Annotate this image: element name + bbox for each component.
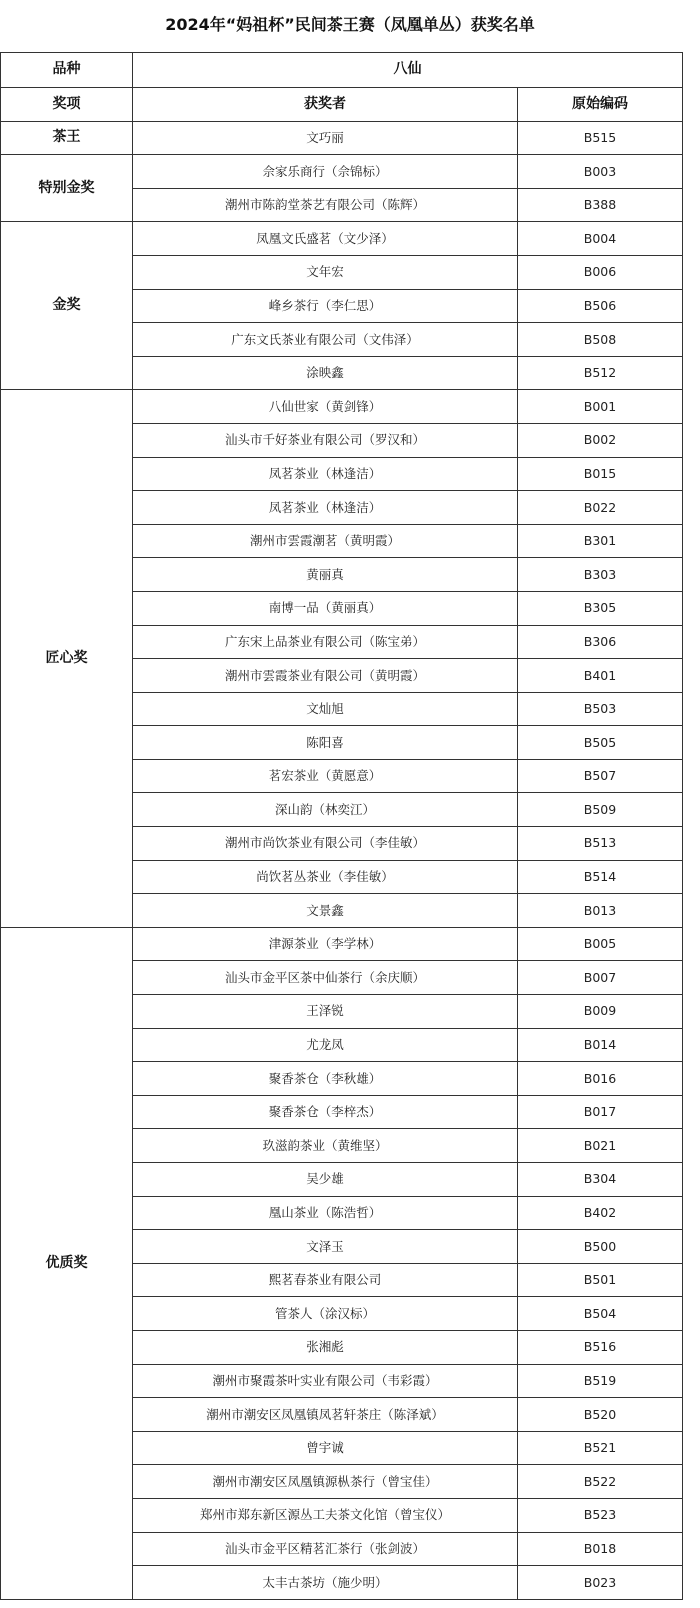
code-cell: B013 bbox=[518, 894, 683, 928]
code-cell: B002 bbox=[518, 423, 683, 457]
winner-cell: 潮州市潮安区凤凰镇源枞茶行（曾宝佳） bbox=[133, 1465, 518, 1499]
winner-cell: 广东宋上品茶业有限公司（陈宝弟） bbox=[133, 625, 518, 659]
table-row bbox=[1, 390, 683, 424]
winner-cell: 张湘彪 bbox=[133, 1330, 518, 1364]
code-cell: B016 bbox=[518, 1062, 683, 1096]
winner-cell: 潮州市雲霞茶业有限公司（黄明霞） bbox=[133, 659, 518, 693]
variety-value: 八仙 bbox=[133, 53, 683, 88]
winner-cell: 潮州市尚饮茶业有限公司（李佳敏） bbox=[133, 827, 518, 861]
award-category-cell: 金奖 bbox=[1, 222, 133, 390]
winner-cell: 凰山茶业（陈浩哲） bbox=[133, 1196, 518, 1230]
winner-cell: 黄丽真 bbox=[133, 558, 518, 592]
winner-cell: 涂映鑫 bbox=[133, 356, 518, 390]
code-cell: B306 bbox=[518, 625, 683, 659]
code-cell: B515 bbox=[518, 121, 683, 155]
code-cell: B018 bbox=[518, 1532, 683, 1566]
code-cell: B506 bbox=[518, 289, 683, 323]
winner-cell: 凤茗茶业（林逢洁） bbox=[133, 457, 518, 491]
code-cell: B402 bbox=[518, 1196, 683, 1230]
award-category-cell: 特别金奖 bbox=[1, 155, 133, 222]
code-cell: B005 bbox=[518, 927, 683, 961]
code-cell: B507 bbox=[518, 759, 683, 793]
code-cell: B006 bbox=[518, 255, 683, 289]
winner-cell: 凤茗茶业（林逢洁） bbox=[133, 491, 518, 525]
code-cell: B022 bbox=[518, 491, 683, 525]
award-category-cell: 茶王 bbox=[1, 121, 133, 155]
award-category-cell: 优质奖 bbox=[1, 927, 133, 1599]
code-cell: B523 bbox=[518, 1498, 683, 1532]
winner-cell: 曾宇诚 bbox=[133, 1431, 518, 1465]
code-cell: B023 bbox=[518, 1566, 683, 1600]
winner-cell: 南博一品（黄丽真） bbox=[133, 591, 518, 625]
variety-label: 品种 bbox=[1, 53, 133, 88]
winner-cell: 广东文氏茶业有限公司（文伟泽） bbox=[133, 323, 518, 357]
winner-cell: 尚饮茗丛茶业（李佳敏） bbox=[133, 860, 518, 894]
column-header-winner: 获奖者 bbox=[133, 88, 518, 122]
code-cell: B014 bbox=[518, 1028, 683, 1062]
table-row bbox=[1, 121, 683, 155]
code-cell: B009 bbox=[518, 995, 683, 1029]
code-cell: B521 bbox=[518, 1431, 683, 1465]
winner-cell: 文灿旭 bbox=[133, 692, 518, 726]
code-cell: B519 bbox=[518, 1364, 683, 1398]
winner-cell: 茗宏茶业（黄愿意） bbox=[133, 759, 518, 793]
document-title: 2024年“妈祖杯”民间茶王赛（凤凰单丛）获奖名单 bbox=[165, 14, 535, 34]
winner-cell: 郑州市郑东新区源丛工夫茶文化馆（曾宝仪） bbox=[133, 1498, 518, 1532]
winner-cell: 文年宏 bbox=[133, 255, 518, 289]
column-header-row bbox=[1, 88, 683, 122]
code-cell: B388 bbox=[518, 188, 683, 222]
code-cell: B305 bbox=[518, 591, 683, 625]
code-cell: B007 bbox=[518, 961, 683, 995]
code-cell: B513 bbox=[518, 827, 683, 861]
winner-cell: 文泽玉 bbox=[133, 1230, 518, 1264]
winner-cell: 尤龙凤 bbox=[133, 1028, 518, 1062]
winner-cell: 凤凰文氏盛茗（文少泽） bbox=[133, 222, 518, 256]
winner-cell: 聚香茶仓（李梓杰） bbox=[133, 1095, 518, 1129]
code-cell: B508 bbox=[518, 323, 683, 357]
winner-cell: 王泽锐 bbox=[133, 995, 518, 1029]
code-cell: B003 bbox=[518, 155, 683, 189]
winner-cell: 汕头市千好茶业有限公司（罗汉和） bbox=[133, 423, 518, 457]
code-cell: B501 bbox=[518, 1263, 683, 1297]
winner-cell: 潮州市陈韵堂茶艺有限公司（陈辉） bbox=[133, 188, 518, 222]
variety-row bbox=[1, 53, 683, 88]
winner-cell: 文巧丽 bbox=[133, 121, 518, 155]
winner-cell: 峰乡茶行（李仁思） bbox=[133, 289, 518, 323]
code-cell: B004 bbox=[518, 222, 683, 256]
winner-cell: 熙茗春茶业有限公司 bbox=[133, 1263, 518, 1297]
column-header-code: 原始编码 bbox=[518, 88, 683, 122]
code-cell: B503 bbox=[518, 692, 683, 726]
code-cell: B522 bbox=[518, 1465, 683, 1499]
code-cell: B504 bbox=[518, 1297, 683, 1331]
winner-cell: 聚香茶仓（李秋雄） bbox=[133, 1062, 518, 1096]
winner-cell: 佘家乐商行（佘锦标） bbox=[133, 155, 518, 189]
code-cell: B509 bbox=[518, 793, 683, 827]
code-cell: B505 bbox=[518, 726, 683, 760]
winner-cell: 文景鑫 bbox=[133, 894, 518, 928]
winner-cell: 潮州市聚霞茶叶实业有限公司（韦彩霞） bbox=[133, 1364, 518, 1398]
code-cell: B001 bbox=[518, 390, 683, 424]
code-cell: B520 bbox=[518, 1398, 683, 1432]
code-cell: B015 bbox=[518, 457, 683, 491]
code-cell: B401 bbox=[518, 659, 683, 693]
winner-cell: 玖滋韵茶业（黄维坚） bbox=[133, 1129, 518, 1163]
table-row bbox=[1, 155, 683, 189]
winner-cell: 潮州市雲霞潮茗（黄明霞） bbox=[133, 524, 518, 558]
winner-cell: 陈阳喜 bbox=[133, 726, 518, 760]
awards-table bbox=[0, 52, 683, 1600]
code-cell: B500 bbox=[518, 1230, 683, 1264]
table-row bbox=[1, 927, 683, 961]
code-cell: B301 bbox=[518, 524, 683, 558]
code-cell: B021 bbox=[518, 1129, 683, 1163]
award-category-cell: 匠心奖 bbox=[1, 390, 133, 928]
code-cell: B514 bbox=[518, 860, 683, 894]
code-cell: B017 bbox=[518, 1095, 683, 1129]
winner-cell: 汕头市金平区精茗汇茶行（张剑波） bbox=[133, 1532, 518, 1566]
code-cell: B512 bbox=[518, 356, 683, 390]
winner-cell: 八仙世家（黄剑锋） bbox=[133, 390, 518, 424]
table-row bbox=[1, 222, 683, 256]
winner-cell: 津源茶业（李学林） bbox=[133, 927, 518, 961]
winner-cell: 太丰古茶坊（施少明） bbox=[133, 1566, 518, 1600]
winner-cell: 汕头市金平区茶中仙茶行（余庆顺） bbox=[133, 961, 518, 995]
code-cell: B303 bbox=[518, 558, 683, 592]
column-header-award: 奖项 bbox=[1, 88, 133, 122]
winner-cell: 管茶人（涂汉标） bbox=[133, 1297, 518, 1331]
code-cell: B516 bbox=[518, 1330, 683, 1364]
winner-cell: 深山韵（林奕江） bbox=[133, 793, 518, 827]
winner-cell: 潮州市潮安区凤凰镇凤茗轩茶庄（陈泽斌） bbox=[133, 1398, 518, 1432]
winner-cell: 吴少雄 bbox=[133, 1163, 518, 1197]
code-cell: B304 bbox=[518, 1163, 683, 1197]
